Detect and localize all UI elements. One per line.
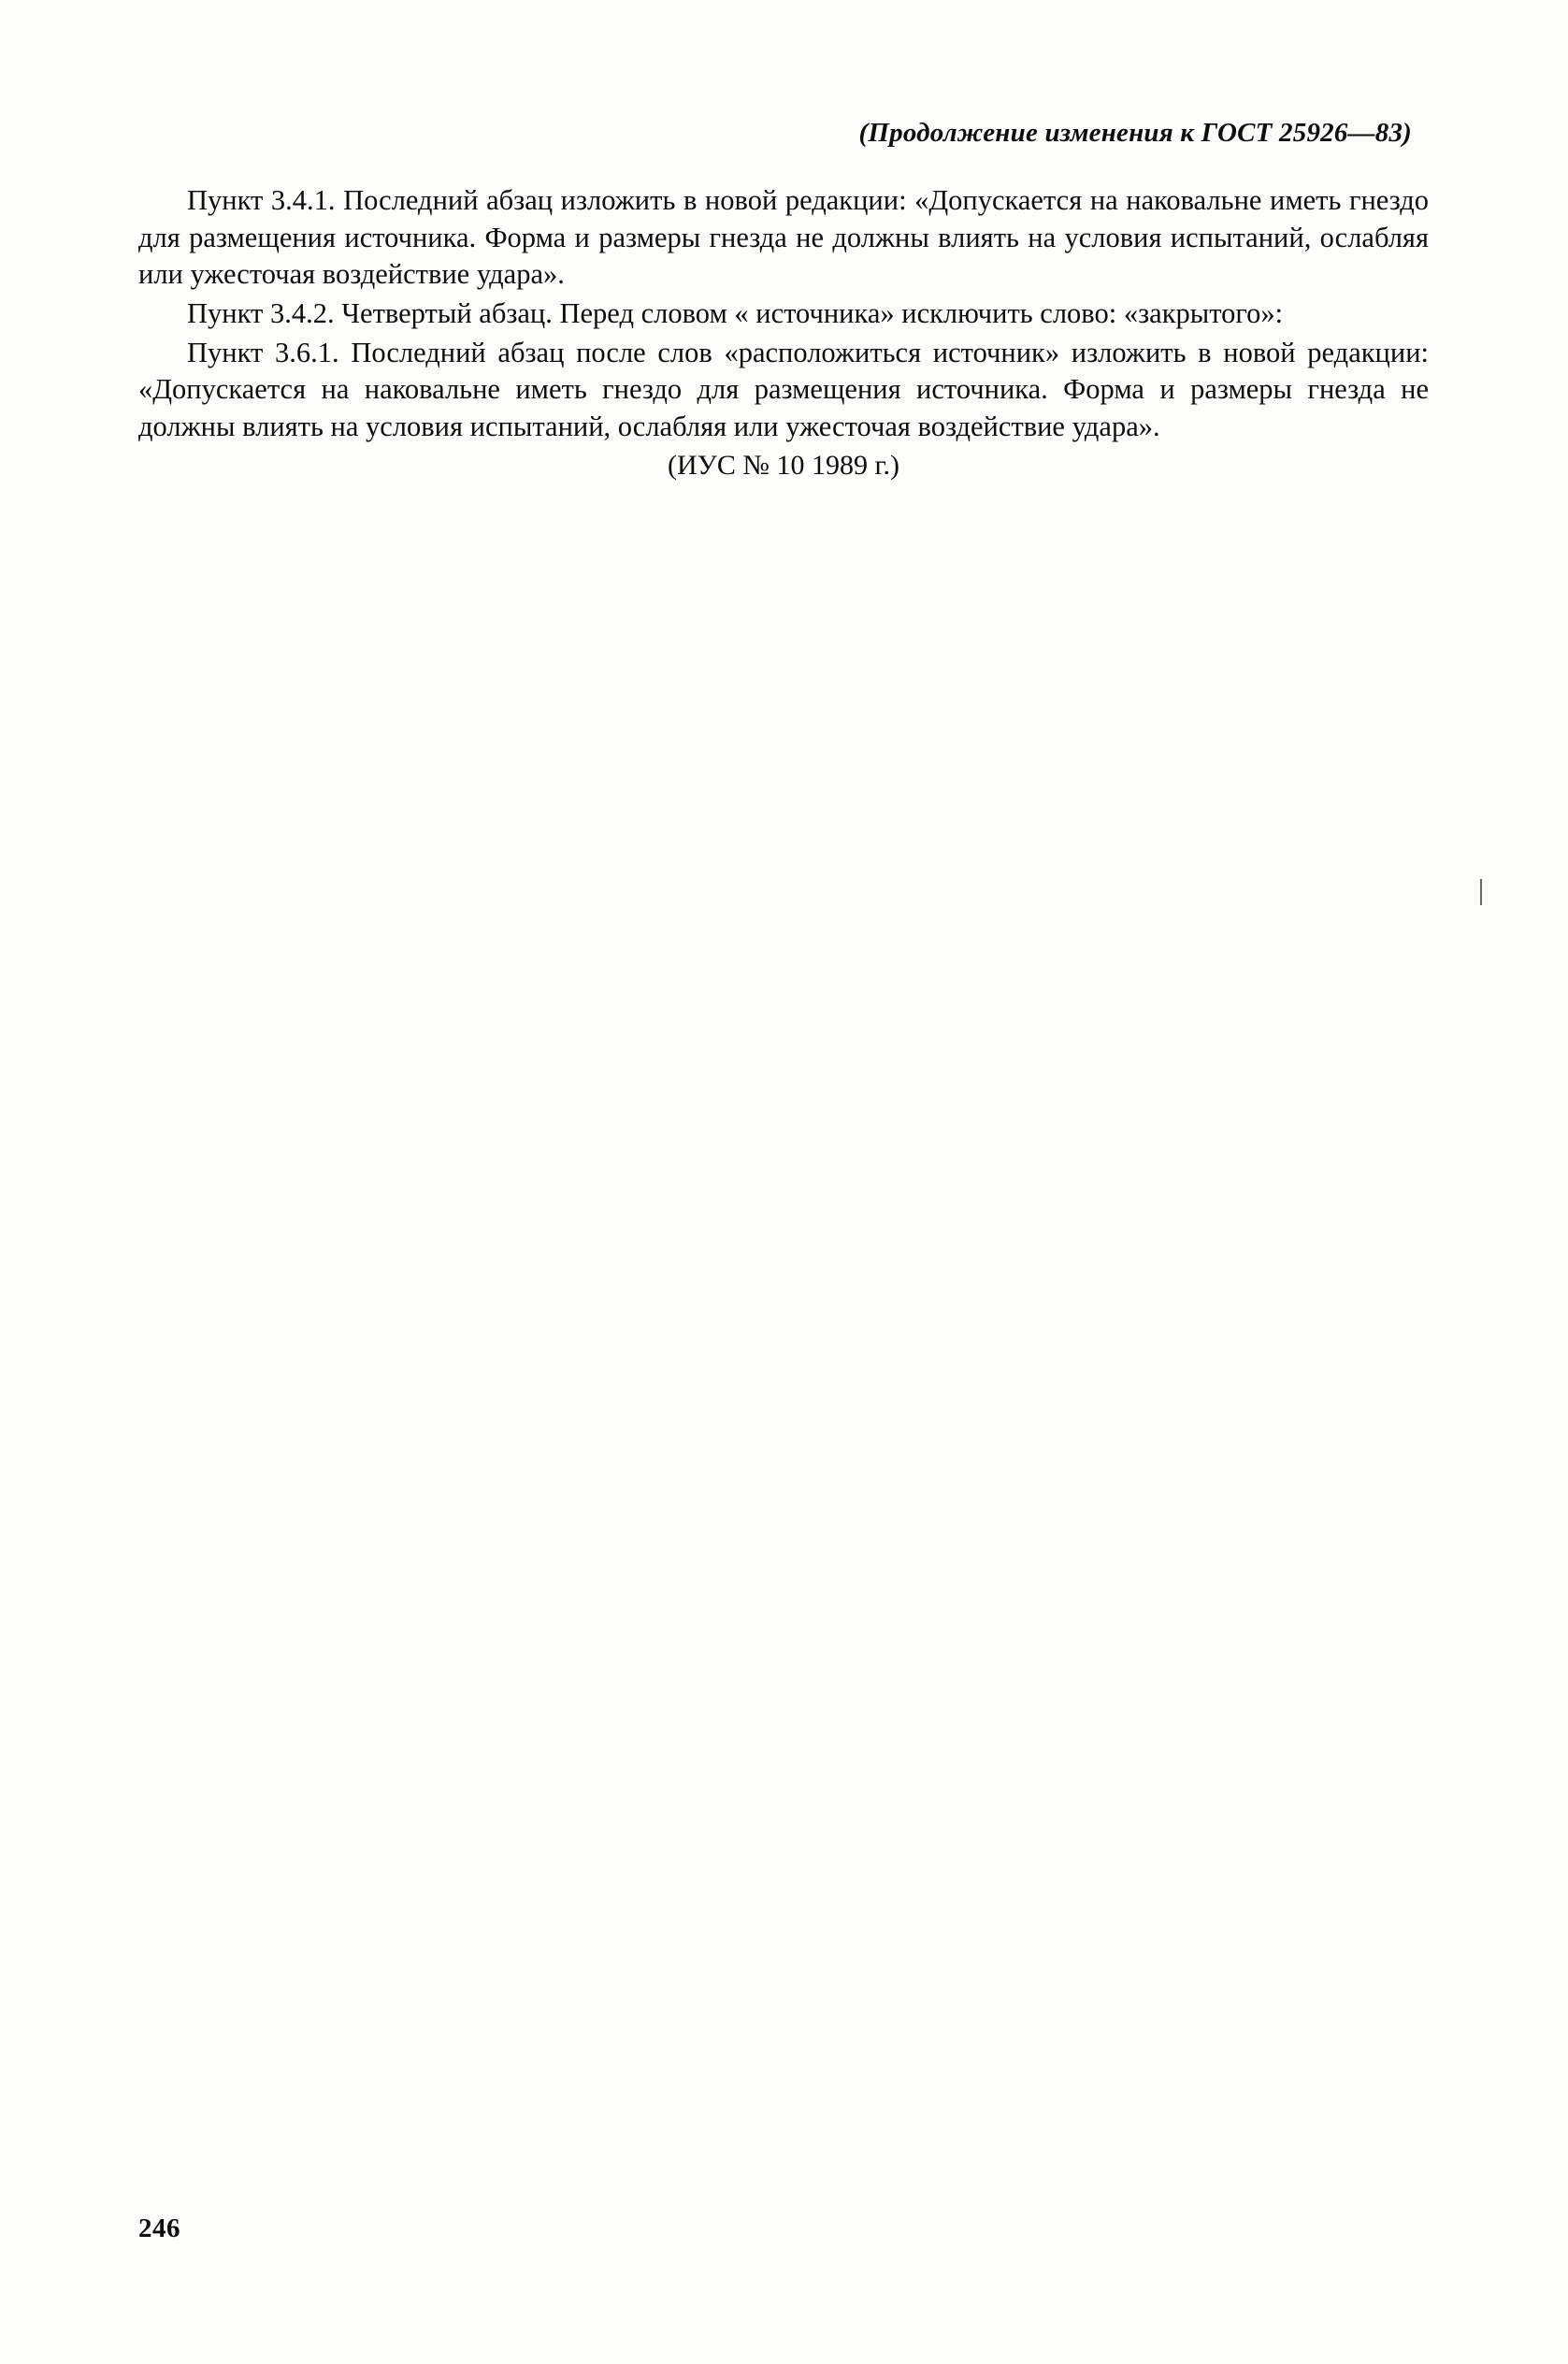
paragraph-3-4-1: Пункт 3.4.1. Последний абзац изложить в новой редакции: «Допускается на наковальне иметь гнездо для размещения источника. Форма и размеры гнезда не должны влиять на условия испытаний, ослабляя или ужесточая воздействие удара». <box>138 184 1429 291</box>
margin-tick-mark <box>1480 879 1482 905</box>
source-note: (ИУС № 10 1989 г.) <box>668 450 899 482</box>
paragraph-3-4-2: Пункт 3.4.2. Четвертый абзац. Перед словом « источника» исключить слово: «закрытого»: <box>187 296 1284 329</box>
document-header: (Продолжение изменения к ГОСТ 25926—83) <box>858 118 1412 148</box>
page-number: 246 <box>138 2213 180 2243</box>
page-content <box>138 118 1429 483</box>
paragraph-3-6-1: Пункт 3.6.1. Последний абзац после слов «расположиться источник» изложить в новой редакции: «Допускается на наковальне иметь гнездо для размещения источника. Форма и размеры гнезда не должны влиять на условия испытаний, ослабляя или ужесточая воздействие удара». <box>138 336 1429 442</box>
document-body <box>138 182 1429 483</box>
